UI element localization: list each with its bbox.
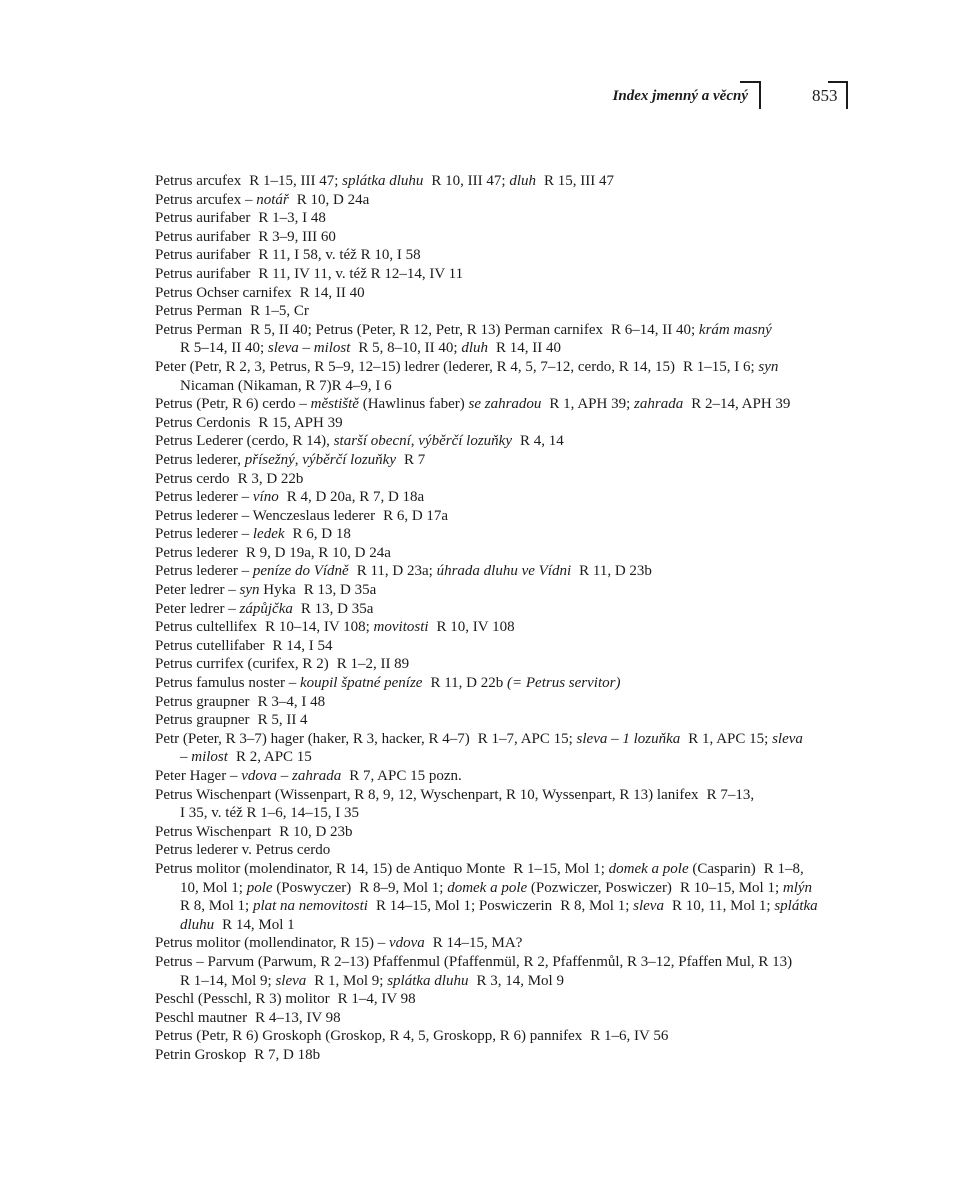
entry-text: Peschl mautner bbox=[155, 1009, 248, 1026]
index-entry bbox=[155, 600, 847, 619]
entry-italic-text: splátka bbox=[774, 898, 818, 915]
entry-text: R 14, Mol 1 bbox=[222, 916, 295, 933]
index-entry bbox=[155, 655, 847, 674]
header-corner-mark bbox=[740, 81, 761, 109]
entry-italic-text: krám masný bbox=[698, 321, 772, 338]
entry-italic-text: sleva bbox=[772, 730, 803, 747]
entry-text: Petrus lederer – bbox=[155, 489, 253, 506]
entry-italic-text: domek a pole bbox=[447, 879, 528, 896]
entry-text: R 1–6, IV 56 bbox=[590, 1028, 669, 1045]
index-entry bbox=[155, 432, 847, 451]
entry-text: Petrus Ochser carnifex bbox=[155, 284, 292, 301]
entry-text: Petrus graupner bbox=[155, 712, 250, 729]
entry-italic-text: pole bbox=[246, 879, 273, 896]
entry-text: R 7, D 18b bbox=[254, 1046, 321, 1063]
entry-italic-text: syn bbox=[239, 582, 260, 599]
index-entry bbox=[155, 693, 847, 712]
entry-text: Peter Hager – bbox=[155, 768, 242, 784]
index-entry bbox=[155, 581, 847, 600]
entry-italic-text: koupil špatné peníze bbox=[299, 675, 423, 692]
index-entry bbox=[155, 544, 847, 563]
entry-italic-text: městiště bbox=[310, 396, 359, 413]
entry-italic-text: sleva bbox=[275, 972, 307, 989]
index-entry bbox=[155, 507, 847, 526]
entry-italic-text: vdova bbox=[388, 935, 425, 952]
entry-text: R 1, Mol 9; bbox=[314, 972, 388, 989]
entry-text: Petrus lederer bbox=[155, 544, 238, 561]
entry-italic-text: syn bbox=[758, 358, 779, 375]
entry-text: R 11, IV 11, v. též R 12–14, IV 11 bbox=[258, 265, 464, 282]
entry-continuation-text: 10, Mol 1; bbox=[180, 879, 247, 896]
entry-text: Peschl (Pesschl, R 3) molitor bbox=[155, 991, 330, 1008]
entry-text: Petrus lederer, bbox=[155, 451, 245, 468]
entry-continuation-text: R 1–14, Mol 9; bbox=[180, 972, 276, 989]
entry-text: R 1–15, III 47; bbox=[249, 173, 343, 189]
index-entry bbox=[155, 209, 847, 228]
entry-text: R 10–15, Mol 1; bbox=[679, 879, 783, 896]
entry-text: Petrus Perman bbox=[155, 321, 243, 338]
entry-text: R 1, APC 15; bbox=[688, 730, 773, 747]
entry-text: R 14, II 40 bbox=[299, 284, 365, 301]
entry-text: R 10–14, IV 108; bbox=[265, 619, 374, 636]
entry-text: Petrin Groskop bbox=[155, 1046, 247, 1063]
entry-text: R 7–13, bbox=[706, 786, 755, 803]
entry-text: R 3, 14, Mol 9 bbox=[476, 972, 564, 989]
entry-text: R 1–2, II 89 bbox=[336, 656, 410, 673]
entry-text: R 2, APC 15 bbox=[235, 749, 312, 766]
index-entry bbox=[155, 525, 847, 544]
entry-text: Hyka bbox=[259, 582, 296, 599]
entry-text: Petrus currifex (curifex, R 2) bbox=[155, 656, 329, 673]
entry-italic-text: splátka dluhu bbox=[342, 173, 424, 189]
index-entry bbox=[155, 358, 847, 395]
entry-text: Petrus aurifaber bbox=[155, 228, 251, 245]
entry-text: Petrus lederer – Wenczeslaus lederer bbox=[155, 507, 376, 524]
entry-text: Peter ledrer – bbox=[155, 600, 240, 617]
entry-text: Petrus lederer – bbox=[155, 526, 253, 543]
entry-text: R 14, II 40 bbox=[496, 340, 562, 357]
entry-text: R 10, IV 108 bbox=[436, 619, 515, 636]
entry-text: Petrus Cerdonis bbox=[155, 414, 251, 431]
entry-text: Peter ledrer – bbox=[155, 582, 240, 599]
entry-text: Petrus Wischenpart (Wissenpart, R 8, 9, 12, Wyschenpart, R 10, Wyssenpart, R 13) lanifex bbox=[155, 786, 699, 803]
index-entry bbox=[155, 1046, 847, 1065]
entry-text: R 1–15, Mol 1; bbox=[513, 860, 609, 877]
index-entry bbox=[155, 1009, 847, 1028]
entry-text: R 1–4, IV 98 bbox=[337, 991, 416, 1008]
entry-italic-text: starší obecní, výběrčí lozuňky bbox=[333, 433, 512, 450]
entry-text: R 1–8, bbox=[763, 860, 804, 877]
entry-italic-text: sleva – milost bbox=[267, 340, 351, 357]
entry-text: Petrus cultellifex bbox=[155, 619, 258, 636]
entry-text: R 3–4, I 48 bbox=[257, 693, 326, 710]
entry-text: R 1–7, APC 15; bbox=[477, 730, 577, 747]
entry-text: R 2–14, APH 39 bbox=[691, 396, 791, 413]
entry-text: R 11, D 23a; bbox=[356, 563, 437, 580]
index-entry bbox=[155, 637, 847, 656]
running-title: Index jmenný a věcný bbox=[612, 88, 748, 104]
entry-text: Petrus Wischenpart bbox=[155, 823, 272, 840]
entry-text: Petrus cutellifaber bbox=[155, 637, 265, 654]
entry-italic-text: ledek bbox=[252, 526, 285, 543]
entry-text: R 1–3, I 48 bbox=[258, 210, 326, 227]
entry-text: R 4, 14 bbox=[519, 433, 564, 450]
entry-text: R 6–14, II 40; bbox=[610, 321, 699, 338]
index-entry bbox=[155, 1027, 847, 1046]
index-entry bbox=[155, 786, 847, 823]
index-entry bbox=[155, 265, 847, 284]
entry-text: Petrus molitor (molendinator, R 14, 15) de Antiquo Monte bbox=[155, 860, 506, 877]
entry-italic-text: dluhu bbox=[180, 916, 215, 933]
entry-text: R 3, D 22b bbox=[237, 470, 304, 487]
entry-italic-text: mlýn bbox=[782, 879, 813, 896]
index-entry bbox=[155, 934, 847, 953]
entry-text: Petrus cerdo bbox=[155, 470, 230, 487]
entry-text: R 8–9, Mol 1; bbox=[359, 879, 448, 896]
entry-text: Petrus – Parvum (Parwum, R 2–13) Pfaffenmul (Pfaffenmül, R 2, Pfaffenmůl, R 3–12, Pfaffen Mul, R 13) bbox=[155, 953, 793, 970]
entry-text: Petrus aurifaber bbox=[155, 210, 251, 227]
entry-text: Petrus (Petr, R 6) Groskoph (Groskop, R 4, 5, Groskopp, R 6) pannifex bbox=[155, 1028, 583, 1045]
entry-text: R 8, Mol 1; bbox=[560, 898, 634, 915]
entry-text: R 10, III 47; bbox=[431, 173, 510, 189]
index-entry bbox=[155, 172, 847, 191]
index-entry bbox=[155, 395, 847, 414]
index-entry bbox=[155, 488, 847, 507]
index-entry-list bbox=[155, 172, 847, 1065]
index-entry bbox=[155, 470, 847, 489]
entry-italic-text: domek a pole bbox=[608, 860, 689, 877]
entry-italic-text: víno bbox=[252, 489, 279, 506]
entry-text: R 6, D 18 bbox=[292, 526, 351, 543]
entry-text: R 13, D 35a bbox=[303, 582, 377, 599]
entry-text: Petrus Perman bbox=[155, 303, 243, 320]
entry-italic-text: plat na nemovitosti bbox=[252, 898, 368, 915]
entry-text: Petrus lederer – bbox=[155, 563, 253, 580]
entry-italic-text: dluh bbox=[509, 173, 536, 189]
entry-text: R 7, APC 15 pozn. bbox=[349, 768, 462, 784]
index-entry bbox=[155, 990, 847, 1009]
entry-text: R 3–9, III 60 bbox=[258, 228, 336, 245]
entry-text: R 14, I 54 bbox=[272, 637, 333, 654]
entry-text: R 10, D 24a bbox=[296, 191, 370, 208]
entry-italic-text: sleva – 1 lozuňka bbox=[576, 730, 681, 747]
entry-italic-text: vdova – zahrada bbox=[241, 768, 342, 784]
entry-text: Petr (Peter, R 3–7) hager (haker, R 3, hacker, R 4–7) bbox=[155, 730, 470, 747]
index-entry bbox=[155, 191, 847, 210]
index-entry bbox=[155, 302, 847, 321]
entry-continuation-text: Nicaman (Nikaman, R 7) bbox=[180, 377, 332, 394]
entry-text: R 15, APH 39 bbox=[258, 414, 343, 431]
entry-text: R 5, 8–10, II 40; bbox=[358, 340, 462, 357]
entry-text: R 1–15, I 6; bbox=[682, 358, 759, 375]
entry-text: R 14–15, MA? bbox=[432, 935, 523, 952]
entry-italic-text: – milost bbox=[180, 749, 228, 766]
entry-italic-text: notář bbox=[256, 191, 289, 208]
entry-text: R 15, III 47 bbox=[543, 173, 614, 189]
entry-text: Peter (Petr, R 2, 3, Petrus, R 5–9, 12–15) ledrer (lederer, R 4, 5, 7–12, cerdo, R 14, 15) bbox=[155, 358, 675, 375]
index-entry bbox=[155, 767, 847, 786]
entry-text: R 1–5, Cr bbox=[250, 303, 309, 320]
entry-italic-text: sleva bbox=[633, 898, 664, 915]
entry-text: R 7 bbox=[403, 451, 426, 468]
entry-text: R 10, 11, Mol 1; bbox=[671, 898, 775, 915]
entry-text: Petrus arcufex – bbox=[155, 191, 257, 208]
index-entry bbox=[155, 860, 847, 934]
index-entry bbox=[155, 841, 847, 860]
entry-continuation-text: R 5–14, II 40; bbox=[180, 340, 268, 357]
entry-text: R 10, D 23b bbox=[279, 823, 353, 840]
entry-text: (Hawlinus faber) bbox=[358, 396, 469, 413]
entry-text: Petrus arcufex bbox=[155, 173, 242, 189]
page-number-corner-mark bbox=[828, 81, 848, 109]
entry-text: Petrus graupner bbox=[155, 693, 250, 710]
entry-italic-text: zahrada bbox=[634, 396, 684, 413]
entry-text: R 11, D 22b bbox=[430, 675, 507, 692]
entry-text: R 6, D 17a bbox=[383, 507, 449, 524]
entry-italic-text: movitosti bbox=[373, 619, 429, 636]
entry-text: Petrus aurifaber bbox=[155, 247, 251, 264]
entry-italic-text: (= Petrus servitor) bbox=[507, 675, 621, 692]
entry-text: (Casparin) bbox=[688, 860, 756, 877]
index-entry bbox=[155, 674, 847, 693]
entry-italic-text: splátka dluhu bbox=[387, 972, 469, 989]
entry-text: R 11, D 23b bbox=[579, 563, 652, 580]
index-entry bbox=[155, 711, 847, 730]
index-entry bbox=[155, 246, 847, 265]
entry-text: R 11, I 58, v. též R 10, I 58 bbox=[258, 247, 421, 264]
index-entry bbox=[155, 284, 847, 303]
entry-italic-text: peníze do Vídně bbox=[252, 563, 349, 580]
entry-text: R 13, D 35a bbox=[300, 600, 374, 617]
entry-text: R 9, D 19a, R 10, D 24a bbox=[245, 544, 391, 561]
entry-continuation-text: R 8, Mol 1; bbox=[180, 898, 253, 915]
entry-text: Petrus lederer v. Petrus cerdo bbox=[155, 842, 331, 859]
index-entry bbox=[155, 414, 847, 433]
entry-italic-text: dluh bbox=[461, 340, 489, 357]
index-entry bbox=[155, 562, 847, 581]
index-entry bbox=[155, 451, 847, 470]
index-entry bbox=[155, 953, 847, 990]
entry-text: R 5, II 40; Petrus (Peter, R 12, Petr, R 13) Perman carnifex bbox=[250, 321, 603, 338]
entry-italic-text: přísežný, výběrčí lozuňky bbox=[244, 451, 396, 468]
entry-text: Petrus (Petr, R 6) cerdo – bbox=[155, 396, 311, 413]
index-entry bbox=[155, 618, 847, 637]
entry-text: Petrus molitor (mollendinator, R 15) – bbox=[155, 935, 389, 952]
entry-text: R 14–15, Mol 1; Poswiczerin bbox=[375, 898, 553, 915]
entry-text: R 5, II 4 bbox=[257, 712, 308, 729]
index-entry bbox=[155, 228, 847, 247]
entry-continuation-text: I 35, v. též R 1–6, 14–15, I 35 bbox=[180, 805, 360, 822]
entry-text: Petrus famulus noster – bbox=[155, 675, 300, 692]
entry-italic-text: se zahradou bbox=[468, 396, 542, 413]
entry-text: (Poswyczer) bbox=[272, 879, 352, 896]
entry-text: R 4–13, IV 98 bbox=[255, 1009, 341, 1026]
entry-text: R 4–9, I 6 bbox=[331, 377, 392, 394]
index-entry bbox=[155, 823, 847, 842]
index-entry bbox=[155, 321, 847, 358]
page-number: 853 bbox=[812, 86, 838, 105]
entry-text: Petrus aurifaber bbox=[155, 265, 251, 282]
page-header bbox=[0, 80, 960, 112]
index-entry bbox=[155, 730, 847, 767]
entry-text: (Pozwiczer, Poswiczer) bbox=[527, 879, 672, 896]
entry-text: Petrus Lederer (cerdo, R 14), bbox=[155, 433, 334, 450]
entry-italic-text: zápůjčka bbox=[239, 600, 293, 617]
entry-italic-text: úhrada dluhu ve Vídni bbox=[436, 563, 572, 580]
entry-text: R 4, D 20a, R 7, D 18a bbox=[286, 489, 425, 506]
entry-text: R 1, APH 39; bbox=[549, 396, 635, 413]
